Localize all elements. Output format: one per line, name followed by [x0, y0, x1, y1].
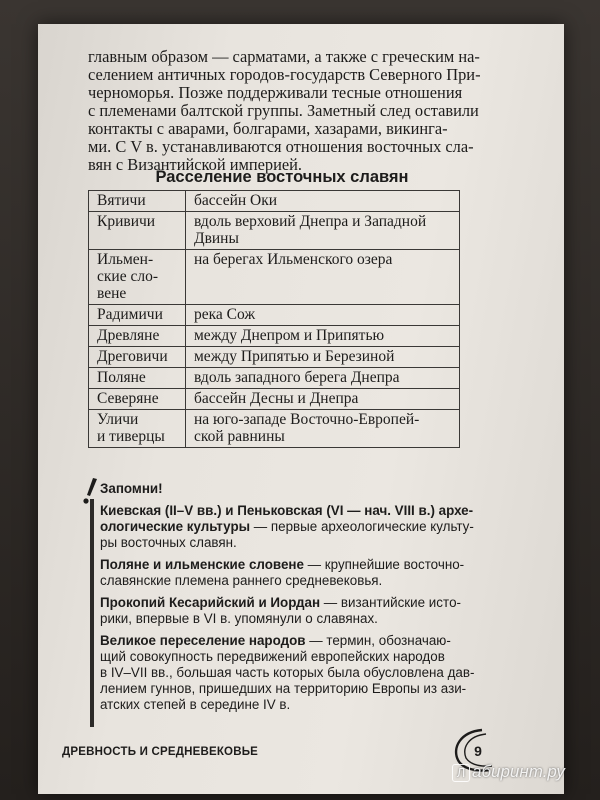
area-cell — [186, 347, 460, 368]
remember-text: атских степей в середине IV в. — [100, 697, 291, 712]
area-cell-line: между Днепром и Припятью — [194, 327, 385, 344]
table-row — [89, 250, 460, 305]
remember-text: лением гуннов, пришедших на территорию Европы из ази- — [100, 681, 467, 696]
area-cell-line: бассейн Оки — [194, 192, 278, 209]
body-line: с племенами балтской группы. Заметный след оставили — [88, 101, 479, 120]
tribe-cell-line: Поляне — [97, 369, 146, 386]
remember-text: — византийские истo- — [320, 595, 461, 610]
tribe-cell-line: вене — [97, 285, 127, 302]
tribe-cell — [89, 368, 186, 389]
watermark-logo: Л — [452, 764, 470, 782]
page-number: 9 — [474, 743, 482, 759]
table-row — [89, 389, 460, 410]
remember-term: Великое переселение народов — [100, 633, 306, 648]
tribe-cell — [89, 389, 186, 410]
area-cell — [186, 305, 460, 326]
remember-text: в IV–VII вв., большая часть которых была обусловлена дав- — [100, 665, 475, 680]
tribe-cell-line: Древляне — [97, 327, 160, 344]
tribe-cell — [89, 212, 186, 250]
table-row — [89, 326, 460, 347]
tribe-cell — [89, 305, 186, 326]
area-cell — [186, 212, 460, 250]
remember-line — [100, 503, 498, 519]
area-cell-line: между Припятью и Березиной — [194, 348, 395, 365]
table-title: Расселение восточных славян — [155, 168, 409, 186]
remember-line — [100, 595, 498, 611]
tribe-cell — [89, 326, 186, 347]
tribe-cell-line: Северяне — [97, 390, 159, 407]
remember-text: — первые археологические культу- — [250, 519, 474, 534]
tribe-cell-line: и тиверцы — [97, 428, 165, 445]
remember-line — [100, 681, 498, 697]
table-row — [89, 347, 460, 368]
table-row — [89, 410, 460, 448]
area-cell-line: Двины — [194, 230, 239, 247]
body-line: главным образом — сарматами, а также с греческим на- — [88, 47, 480, 66]
area-cell-line: вдоль верховий Днепра и Западной — [194, 213, 427, 230]
area-cell-line: бассейн Десны и Днепра — [194, 390, 359, 407]
remember-line — [100, 557, 498, 573]
remember-item — [100, 595, 498, 627]
tribe-cell-line: Радимичи — [97, 306, 163, 323]
remember-text: — крупнейшие восточно- — [303, 557, 465, 572]
tribe-cell-line: Дреговичи — [97, 348, 168, 365]
tribe-cell — [89, 347, 186, 368]
tribe-cell-line: Ильмен- — [97, 251, 154, 268]
tribe-cell-line: Вятичи — [97, 192, 146, 209]
remember-term: ологические культуры — [100, 519, 251, 534]
body-line: вян с Византийской империей. — [88, 155, 303, 174]
tribe-cell-line: Уличи — [97, 411, 139, 428]
body-line: ми. С V в. устанавливаются отношения восточных сла- — [88, 137, 474, 156]
remember-line — [100, 697, 498, 713]
body-line: черноморья. Позже поддерживали тесные отношения — [88, 83, 463, 102]
area-cell-line: на юго-западе Восточно-Европей- — [194, 411, 420, 428]
remember-term: Прокопий Кесарийский и Иордан — [100, 595, 321, 610]
remember-line — [100, 535, 498, 551]
body-line: контакты с аварами, болгарами, хазарами, викинга- — [88, 119, 448, 138]
area-cell — [186, 326, 460, 347]
remember-text: славянские племена раннего средневековья. — [100, 573, 383, 588]
remember-text: щий совокупность передвижений европейских народов — [100, 649, 445, 664]
remember-term: Поляне и ильменские словене — [100, 557, 304, 572]
table-row — [89, 368, 460, 389]
book-page — [38, 24, 564, 794]
remember-line — [100, 665, 498, 681]
settlement-table — [88, 190, 460, 448]
area-cell-line: ской равнины — [194, 428, 285, 445]
watermark — [452, 762, 565, 782]
area-cell — [186, 250, 460, 305]
tribe-cell-line: Кривичи — [97, 213, 156, 230]
section-title: ДРЕВНОСТЬ И СРЕДНЕВЕКОВЬЕ — [62, 746, 259, 758]
remember-text: — термин, обозначаю- — [305, 633, 451, 648]
area-cell — [186, 389, 460, 410]
area-cell-line: река Сож — [194, 306, 256, 323]
body-line: селением античных городов-государств Северного При- — [88, 65, 481, 84]
tribe-cell-line: ские сло- — [97, 268, 158, 285]
remember-line — [100, 519, 498, 535]
remember-side-bar — [90, 499, 94, 727]
remember-term: Киевская (II–V вв.) и Пеньковская (VI — нач. VIII в.) архе- — [100, 503, 474, 518]
tribe-cell — [89, 250, 186, 305]
remember-text: рики, впервые в VI в. упомянули о славянах. — [100, 611, 378, 626]
tribe-cell — [89, 191, 186, 212]
remember-box — [78, 477, 498, 719]
tribe-cell — [89, 410, 186, 448]
remember-heading: Запомни! — [100, 481, 163, 496]
remember-line — [100, 611, 498, 627]
remember-item — [100, 503, 498, 551]
table-row — [89, 191, 460, 212]
watermark-text: абиринт.ру — [472, 762, 565, 781]
remember-text: ры восточных славян. — [100, 535, 237, 550]
table-row — [89, 305, 460, 326]
body-paragraph — [88, 47, 481, 174]
area-cell — [186, 191, 460, 212]
remember-line — [100, 633, 498, 649]
area-cell-line: вдоль западного берега Днепра — [194, 369, 400, 386]
remember-item — [100, 557, 498, 589]
remember-item — [100, 633, 498, 713]
area-cell — [186, 410, 460, 448]
remember-line — [100, 573, 498, 589]
table-row — [89, 212, 460, 250]
area-cell-line: на берегах Ильменского озера — [194, 251, 393, 268]
area-cell — [186, 368, 460, 389]
remember-line — [100, 649, 498, 665]
